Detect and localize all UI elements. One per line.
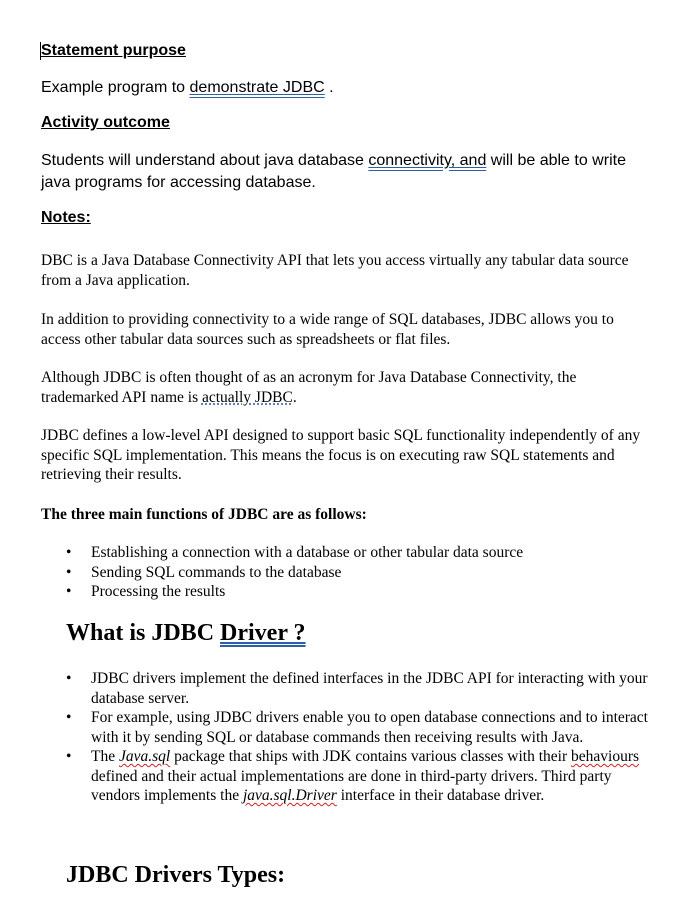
statement-purpose-text: Example program to demonstrate JDBC . [41,79,334,96]
connectivity-link[interactable]: connectivity, and [368,152,487,169]
statement-purpose-heading: Statement purpose [41,42,186,59]
java-sql-driver-interface: java.sql.Driver [242,787,337,804]
activity-outcome-text: Students will understand about java database connectivity, and will be able to write java programs for accessing database. [41,152,626,191]
bullet-icon: • [66,583,72,600]
demonstrate-jdbc-link[interactable]: demonstrate JDBC [189,79,325,96]
list-item: • Sending SQL commands to the database [66,563,342,581]
bullet-icon: • [66,748,72,765]
list-item: • For example, using JDBC drivers enable you to open database connections and to interact with it by sending SQL or database commands then receiving results with Java. [66,709,648,746]
notes-paragraph-3: Although JDBC is often thought of as an acronym for Java Database Connectivity, the trademarked API name is actually JDBC. [41,369,577,406]
notes-paragraph-1: DBC is a Java Database Connectivity API that lets you access virtually any tabular data source from a Java application. [41,252,629,289]
actually-jdbc-text: actually JDBC [201,388,293,406]
notes-paragraph-2: In addition to providing connectivity to a wide range of SQL databases, JDBC allows you to access other tabular data sources such as spreadsheets or flat files. [41,311,614,348]
list-item: • Processing the results [66,583,226,600]
activity-outcome-heading: Activity outcome [41,114,170,131]
java-sql-package: Java.sql [118,748,171,765]
bullet-icon: • [66,709,72,726]
driver-list [66,669,650,806]
functions-heading: The three main functions of JDBC are as follows: [41,506,367,523]
notes-paragraph-4: JDBC defines a low-level API designed to support basic SQL functionality independently of any specific SQL implementation. This means the focus is on executing raw SQL statements and retrieving their results. [41,427,641,483]
driver-link[interactable]: Driver ? [220,620,306,646]
list-item: • JDBC drivers implement the defined interfaces in the JDBC API for interacting with your database server. [66,670,648,707]
notes-heading: Notes: [41,209,91,226]
bullet-icon: • [66,670,72,687]
jdbc-drivers-types-heading: JDBC Drivers Types: [66,862,286,888]
functions-list [66,543,650,602]
jdbc-driver-heading: What is JDBC Driver ? [66,620,306,646]
behaviours-word: behaviours [571,748,640,765]
list-item: • Establishing a connection with a database or other tabular data source [66,544,524,561]
list-item: • The Java.sql package that ships with JDK contains various classes with their behaviours defined and their actual implementations are done in third-party drivers. Third party vendors implements the java.sql.Driver interface in their database driver. [66,748,640,804]
bullet-icon: • [66,544,72,561]
bullet-icon: • [66,563,72,581]
